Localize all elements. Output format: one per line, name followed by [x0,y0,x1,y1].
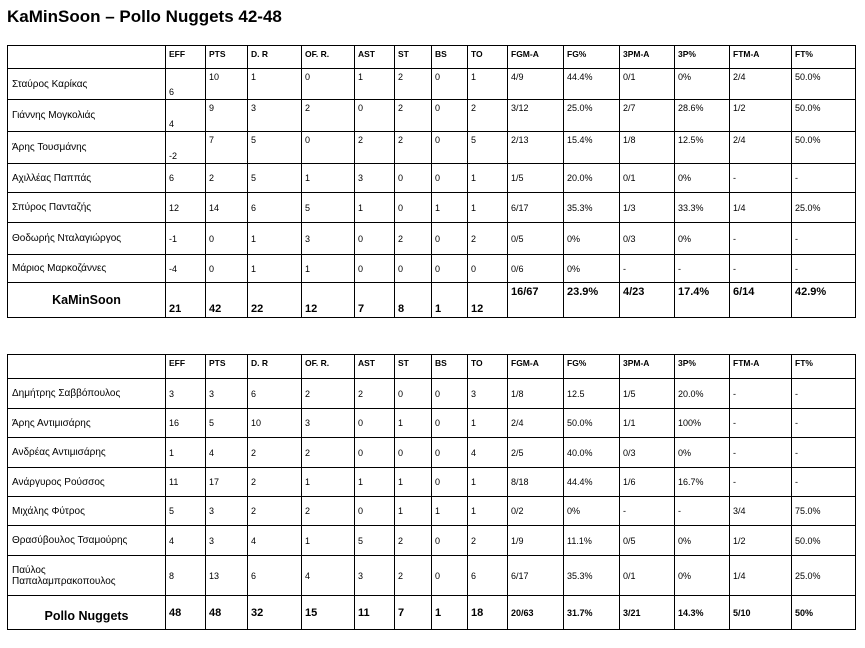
stat-bs: 0 [432,69,468,100]
stat-dr: 2 [248,438,302,468]
table-row [8,69,856,100]
stat-dr: 6 [248,556,302,596]
stat-bs: 0 [432,556,468,596]
stat-pts: 14 [206,193,248,223]
stat-to: 1 [468,164,508,193]
stat-3pma: 1/6 [620,468,675,497]
stat-ftma: - [730,438,792,468]
stat-3pma: 0/5 [620,526,675,556]
stat-ftma: 2/4 [730,69,792,100]
table-row [8,468,856,497]
stat-3pma: 0/1 [620,69,675,100]
stat-bs: 0 [432,409,468,438]
header-eff: EFF [166,355,206,379]
header-dr: D. R [248,46,302,69]
player-name: Θοδωρής Νταλαγιώργος [8,223,166,255]
stat-to: 1 [468,497,508,526]
stat-ftma: 2/4 [730,132,792,164]
stat-bs: 0 [432,255,468,283]
stat-pts: 17 [206,468,248,497]
player-name: Γιάννης Μογκολιάς [8,100,166,132]
stat-ast: 5 [355,526,395,556]
header-ftma: FTM-A [730,355,792,379]
stat-or: 1 [302,468,355,497]
stat-3pma: 2/7 [620,100,675,132]
header-or: OF. R. [302,355,355,379]
stat-eff: 12 [166,193,206,223]
total-to: 12 [468,283,508,318]
total-bs: 1 [432,283,468,318]
table-row [8,132,856,164]
stat-st: 1 [395,409,432,438]
player-name: Μάριος Μαρκοζάννες [8,255,166,283]
header-3pp: 3P% [675,355,730,379]
stat-3pp: - [675,497,730,526]
stat-or: 0 [302,69,355,100]
stat-fgma: 0/6 [508,255,564,283]
player-name: Άρης Τουσμάνης [8,132,166,164]
header-fgp: FG% [564,355,620,379]
header-fgma: FGM-A [508,46,564,69]
stat-dr: 6 [248,379,302,409]
stat-fgma: 1/9 [508,526,564,556]
stat-st: 0 [395,164,432,193]
team-total-row [8,283,856,318]
total-eff: 21 [166,283,206,318]
stat-pts: 5 [206,409,248,438]
stat-ftp: - [792,164,856,193]
stat-or: 1 [302,526,355,556]
stat-bs: 0 [432,132,468,164]
stat-fgma: 0/2 [508,497,564,526]
total-dr: 22 [248,283,302,318]
stat-ast: 1 [355,468,395,497]
stat-ftma: 3/4 [730,497,792,526]
stat-3pma: 1/1 [620,409,675,438]
stat-to: 6 [468,556,508,596]
header-to: TO [468,46,508,69]
stat-ftp: 25.0% [792,193,856,223]
header-or: OF. R. [302,46,355,69]
stat-pts: 3 [206,379,248,409]
stat-to: 4 [468,438,508,468]
stat-3pp: 33.3% [675,193,730,223]
header-pts: PTS [206,46,248,69]
stat-pts: 10 [206,69,248,100]
stat-eff: -1 [166,223,206,255]
header-st: ST [395,46,432,69]
header-ftma: FTM-A [730,46,792,69]
stat-st: 1 [395,468,432,497]
stat-dr: 1 [248,223,302,255]
stat-ftp: - [792,468,856,497]
header-fgma: FGM-A [508,355,564,379]
stat-3pma: 1/5 [620,379,675,409]
table-row [8,193,856,223]
stat-to: 0 [468,255,508,283]
stat-eff: 1 [166,438,206,468]
total-3pma: 4/23 [620,283,675,318]
stat-bs: 1 [432,193,468,223]
stat-dr: 10 [248,409,302,438]
stat-pts: 0 [206,255,248,283]
stat-fgp: 50.0% [564,409,620,438]
total-ftma: 5/10 [730,596,792,630]
header-3pma: 3PM-A [620,46,675,69]
total-ast: 7 [355,283,395,318]
stat-3pp: 12.5% [675,132,730,164]
stat-ast: 2 [355,379,395,409]
header-ftp: FT% [792,46,856,69]
header-3pp: 3P% [675,46,730,69]
stat-or: 3 [302,223,355,255]
stat-or: 2 [302,100,355,132]
stat-3pp: 0% [675,556,730,596]
total-fgma: 16/67 [508,283,564,318]
stat-ftp: - [792,379,856,409]
stat-ftma: 1/4 [730,193,792,223]
stat-to: 1 [468,468,508,497]
stat-bs: 0 [432,438,468,468]
header-fgp: FG% [564,46,620,69]
stat-pts: 9 [206,100,248,132]
stat-pts: 3 [206,497,248,526]
stat-fgma: 8/18 [508,468,564,497]
stat-ast: 0 [355,100,395,132]
total-to: 18 [468,596,508,630]
stat-pts: 3 [206,526,248,556]
stat-3pp: 100% [675,409,730,438]
total-fgp: 31.7% [564,596,620,630]
stat-fgma: 6/17 [508,556,564,596]
stat-ftp: - [792,438,856,468]
stat-3pp: 0% [675,164,730,193]
stat-st: 1 [395,497,432,526]
total-bs: 1 [432,596,468,630]
stat-pts: 2 [206,164,248,193]
stat-or: 2 [302,438,355,468]
stat-fgp: 11.1% [564,526,620,556]
table-row [8,497,856,526]
total-or: 15 [302,596,355,630]
stat-ast: 0 [355,497,395,526]
stat-st: 0 [395,193,432,223]
stat-3pma: 0/3 [620,438,675,468]
stat-eff: 3 [166,379,206,409]
stat-fgma: 2/13 [508,132,564,164]
stat-to: 2 [468,223,508,255]
player-name: Σπύρος Πανταζής [8,193,166,223]
stat-3pp: 0% [675,223,730,255]
header-eff: EFF [166,46,206,69]
stat-ast: 3 [355,164,395,193]
stat-bs: 0 [432,468,468,497]
stat-st: 2 [395,69,432,100]
total-ftma: 6/14 [730,283,792,318]
stat-st: 0 [395,255,432,283]
stat-fgma: 0/5 [508,223,564,255]
stat-3pma: 0/1 [620,164,675,193]
stat-st: 0 [395,438,432,468]
stat-pts: 0 [206,223,248,255]
stat-fgp: 12.5 [564,379,620,409]
stat-3pma: 1/3 [620,193,675,223]
player-name-line-2: Παπαλαμπρακοπουλος [12,575,116,587]
stat-3pp: 0% [675,69,730,100]
stat-to: 3 [468,379,508,409]
total-ftp: 50% [792,596,856,630]
stat-st: 2 [395,223,432,255]
stat-ftma: - [730,379,792,409]
stat-fgma: 6/17 [508,193,564,223]
stat-3pma: - [620,497,675,526]
stat-dr: 1 [248,255,302,283]
stat-st: 2 [395,100,432,132]
stat-bs: 0 [432,379,468,409]
table-row [8,255,856,283]
player-name: Θρασύβουλος Τσαμούρης [8,526,166,556]
total-st: 7 [395,596,432,630]
stat-ftp: - [792,255,856,283]
stat-bs: 0 [432,223,468,255]
stat-st: 2 [395,526,432,556]
stat-eff: 6 [166,164,206,193]
stat-ftp: 75.0% [792,497,856,526]
stat-ftma: - [730,223,792,255]
stat-eff: 11 [166,468,206,497]
table-row [8,100,856,132]
stat-ast: 1 [355,69,395,100]
total-pts: 42 [206,283,248,318]
header-bs: BS [432,355,468,379]
player-name [8,556,166,596]
total-3pp: 14.3% [675,596,730,630]
stat-3pma: 0/1 [620,556,675,596]
stat-ftma: 1/2 [730,100,792,132]
header-cell-blank [8,46,166,69]
header-ftp: FT% [792,355,856,379]
stat-3pp: 0% [675,526,730,556]
stat-dr: 2 [248,468,302,497]
stat-or: 4 [302,556,355,596]
stat-or: 2 [302,379,355,409]
total-3pp: 17.4% [675,283,730,318]
stat-fgp: 35.3% [564,193,620,223]
stat-ast: 0 [355,255,395,283]
stat-dr: 6 [248,193,302,223]
stat-fgma: 1/8 [508,379,564,409]
stat-dr: 4 [248,526,302,556]
stat-or: 3 [302,409,355,438]
total-pts: 48 [206,596,248,630]
table-row [8,223,856,255]
stat-bs: 0 [432,100,468,132]
header-row [8,46,856,69]
stat-eff: 4 [166,526,206,556]
stat-fgp: 25.0% [564,100,620,132]
stat-ast: 0 [355,223,395,255]
stat-fgma: 4/9 [508,69,564,100]
team-name: Pollo Nuggets [8,596,166,630]
stat-or: 0 [302,132,355,164]
stat-ftma: 1/4 [730,556,792,596]
stat-eff: 16 [166,409,206,438]
stat-bs: 0 [432,164,468,193]
stat-eff: 8 [166,556,206,596]
stat-ftp: 50.0% [792,69,856,100]
header-3pma: 3PM-A [620,355,675,379]
stat-ftma: - [730,468,792,497]
stat-or: 1 [302,164,355,193]
stat-to: 2 [468,100,508,132]
table-row [8,379,856,409]
stat-or: 5 [302,193,355,223]
stat-pts: 13 [206,556,248,596]
header-ast: AST [355,355,395,379]
header-ast: AST [355,46,395,69]
stat-dr: 1 [248,69,302,100]
page-title: KaMinSoon – Pollo Nuggets 42-48 [7,7,282,26]
player-name: Ανάργυρος Ρούσσος [8,468,166,497]
stat-dr: 5 [248,132,302,164]
kaminsoon-stats-table [7,45,856,318]
stat-ast: 2 [355,132,395,164]
stat-to: 1 [468,409,508,438]
stat-ftp: 25.0% [792,556,856,596]
header-to: TO [468,355,508,379]
stat-ast: 0 [355,438,395,468]
pollo-nuggets-stats-table [7,354,856,630]
stat-3pma: 1/8 [620,132,675,164]
stat-bs: 1 [432,497,468,526]
header-st: ST [395,355,432,379]
table-row [8,409,856,438]
stat-ftma: - [730,255,792,283]
total-st: 8 [395,283,432,318]
stat-ast: 3 [355,556,395,596]
stat-pts: 4 [206,438,248,468]
player-name-line-1: Παύλος [12,564,46,576]
stat-to: 2 [468,526,508,556]
stat-dr: 2 [248,497,302,526]
player-name: Ανδρέας Αντιμισάρης [8,438,166,468]
stat-or: 1 [302,255,355,283]
stat-to: 1 [468,193,508,223]
stat-fgp: 0% [564,255,620,283]
player-name: Άρης Αντιμισάρης [8,409,166,438]
team-total-row [8,596,856,630]
stat-eff: 6 [166,69,206,100]
stat-fgma: 2/4 [508,409,564,438]
header-dr: D. R [248,355,302,379]
stat-3pp: 28.6% [675,100,730,132]
stat-ftp: - [792,223,856,255]
player-name: Μιχάλης Φύτρος [8,497,166,526]
stat-eff: -2 [166,132,206,164]
stat-st: 2 [395,556,432,596]
stat-3pma: 0/3 [620,223,675,255]
stat-fgp: 40.0% [564,438,620,468]
total-ast: 11 [355,596,395,630]
stat-eff: 5 [166,497,206,526]
stat-bs: 0 [432,526,468,556]
stat-pts: 7 [206,132,248,164]
stat-3pp: 16.7% [675,468,730,497]
stat-st: 2 [395,132,432,164]
total-ftp: 42.9% [792,283,856,318]
header-row [8,355,856,379]
stat-fgp: 20.0% [564,164,620,193]
player-name: Δημήτρης Σαββόπουλος [8,379,166,409]
stat-or: 2 [302,497,355,526]
stat-dr: 3 [248,100,302,132]
stat-ftp: - [792,409,856,438]
stat-3pma: - [620,255,675,283]
table-row [8,556,856,596]
stat-eff: 4 [166,100,206,132]
stat-ast: 0 [355,409,395,438]
stat-ftma: 1/2 [730,526,792,556]
total-fgma: 20/63 [508,596,564,630]
total-3pma: 3/21 [620,596,675,630]
header-bs: BS [432,46,468,69]
stat-3pp: 20.0% [675,379,730,409]
stat-dr: 5 [248,164,302,193]
stat-fgma: 2/5 [508,438,564,468]
stat-fgma: 3/12 [508,100,564,132]
total-dr: 32 [248,596,302,630]
stat-fgp: 15.4% [564,132,620,164]
team-name: KaMinSoon [8,283,166,318]
total-or: 12 [302,283,355,318]
stat-ast: 1 [355,193,395,223]
player-name: Σταύρος Καρίκας [8,69,166,100]
stat-ftp: 50.0% [792,526,856,556]
stat-eff: -4 [166,255,206,283]
table-row [8,438,856,468]
stat-ftp: 50.0% [792,100,856,132]
player-name: Αχιλλέας Παππάς [8,164,166,193]
stat-fgp: 0% [564,497,620,526]
total-eff: 48 [166,596,206,630]
header-cell-blank [8,355,166,379]
stat-ftma: - [730,409,792,438]
stat-to: 5 [468,132,508,164]
stat-3pp: 0% [675,438,730,468]
table-row [8,526,856,556]
stat-fgp: 0% [564,223,620,255]
stat-st: 0 [395,379,432,409]
table-row [8,164,856,193]
stat-ftp: 50.0% [792,132,856,164]
stat-3pp: - [675,255,730,283]
stat-fgp: 44.4% [564,69,620,100]
stat-to: 1 [468,69,508,100]
stat-ftma: - [730,164,792,193]
stat-fgp: 44.4% [564,468,620,497]
stat-fgma: 1/5 [508,164,564,193]
header-pts: PTS [206,355,248,379]
total-fgp: 23.9% [564,283,620,318]
stat-fgp: 35.3% [564,556,620,596]
